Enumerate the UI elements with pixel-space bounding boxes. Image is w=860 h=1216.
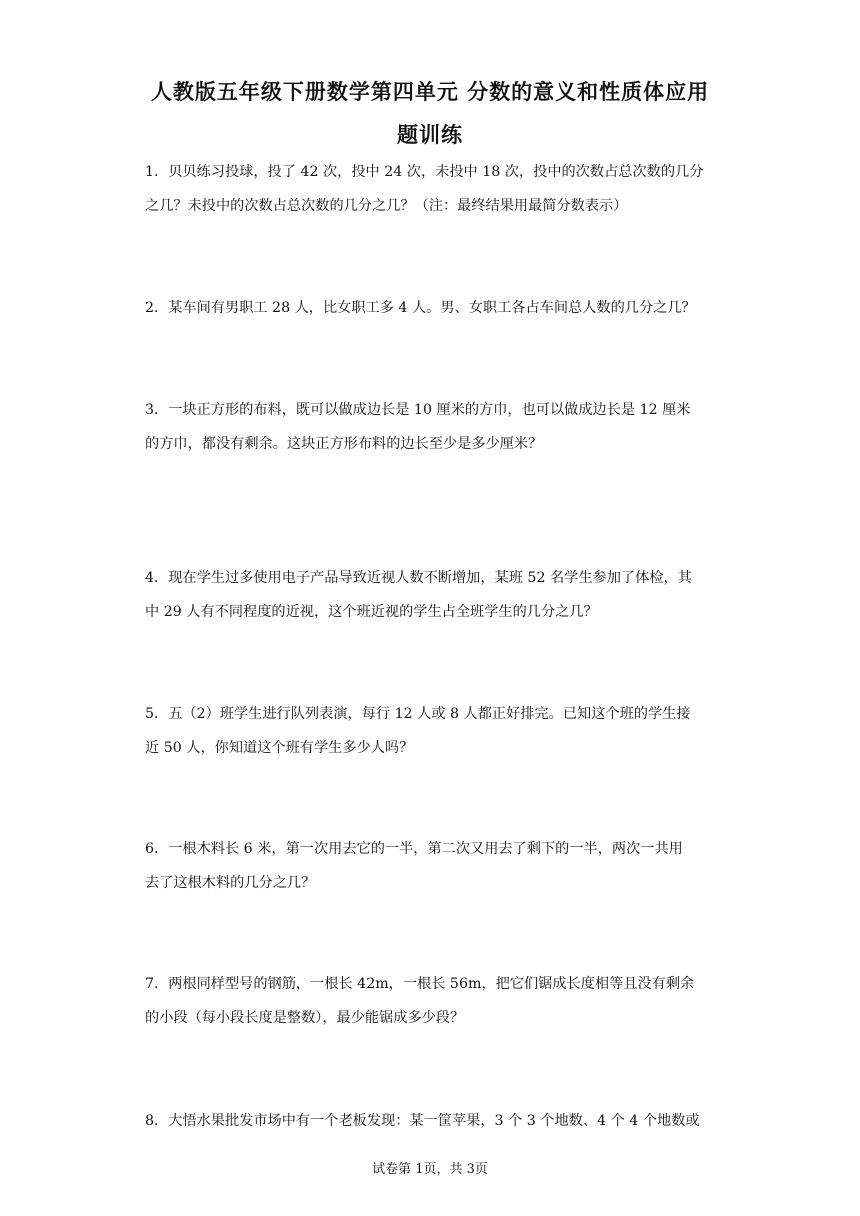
question-7: [145, 967, 720, 1035]
question-5: [145, 697, 720, 765]
question-1: [145, 155, 720, 223]
page-title-continued: 题训练: [397, 123, 463, 147]
question-text-line: 的方巾，都没有剩余。这块正方形布料的边长至少是多少厘米？: [145, 436, 543, 452]
page-footer: 试卷第 1页，共 3页: [372, 1162, 488, 1177]
question-text-line: 6．一根木料长 6 米，第一次用去它的一半，第二次又用去了剩下的一半，两次一共用: [145, 841, 683, 857]
question-text-line: 2．某车间有男职工 28 人，比女职工多 4 人。男、女职工各占车间总人数的几分之几？: [145, 300, 696, 316]
question-text-line: 4．现在学生过多使用电子产品导致近视人数不断增加，某班 52 名学生参加了体检，其: [145, 570, 692, 586]
question-4: [145, 561, 720, 629]
question-8: [145, 1104, 720, 1138]
question-text-line: 的小段（每小段长度是整数），最少能锯成多少段？: [145, 1010, 465, 1026]
question-text-line: 5．五（2）班学生进行队列表演，每行 12 人或 8 人都正好排完。已知这个班的学生接: [145, 706, 691, 722]
question-text-line: 8．大悟水果批发市场中有一个老板发现：某一筐苹果，3 个 3 个地数、4 个 4 个地数或: [145, 1113, 700, 1129]
question-2: [145, 291, 720, 325]
question-text-line: 中 29 人有不同程度的近视，这个班近视的学生占全班学生的几分之几？: [145, 604, 598, 620]
question-text-line: 近 50 人，你知道这个班有学生多少人吗？: [145, 740, 414, 756]
question-text-line: 1．贝贝练习投球，投了 42 次，投中 24 次，未投中 18 次，投中的次数占总次数的几分: [145, 164, 704, 180]
question-text-line: 去了这根木料的几分之几？: [145, 875, 316, 891]
question-6: [145, 832, 720, 900]
question-3: [145, 393, 720, 461]
question-text-line: 3．一块正方形的布料，既可以做成边长是 10 厘米的方巾，也可以做成边长是 12 厘米: [145, 402, 691, 418]
question-text-line: 7．两根同样型号的钢筋，一根长 42m，一根长 56m，把它们锯成长度相等且没有剩余: [145, 976, 695, 992]
question-text-line: 之几？未投中的次数占总次数的几分之几？（注：最终结果用最简分数表示）: [145, 198, 628, 214]
page-title: 人教版五年级下册数学第四单元 分数的意义和性质体应用: [150, 80, 710, 104]
